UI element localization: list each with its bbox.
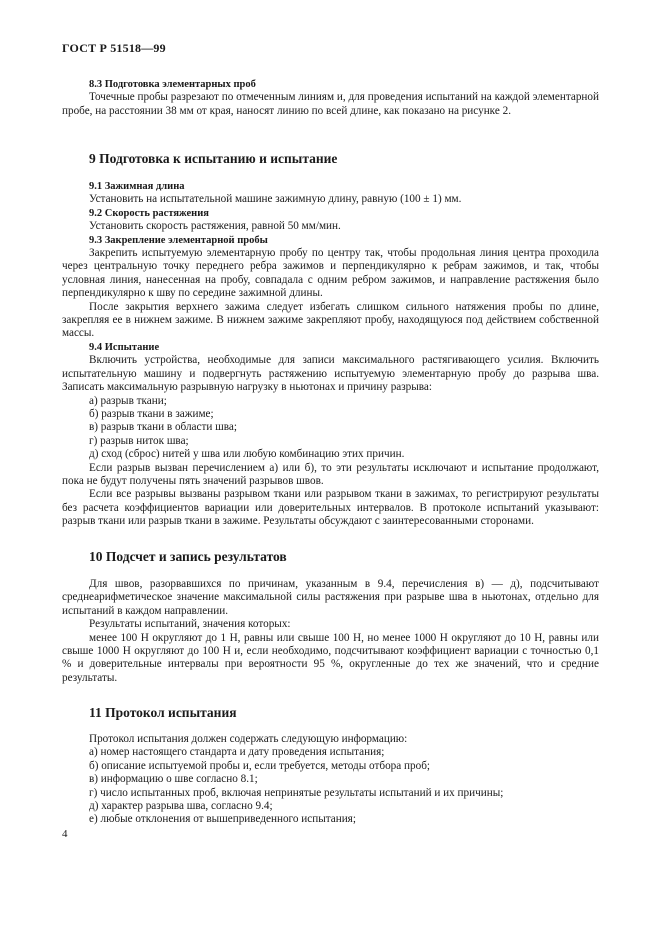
paragraph: Протокол испытания должен содержать следующую информацию:	[89, 733, 408, 745]
paragraph: Точечные пробы разрезают по отмеченным линиям и, для проведения испытаний на каждой элементарной пробе, на расстоянии 38 мм от края, наносят линию по всей длине, как показано на рисунке 2.	[62, 91, 599, 117]
list-item: б) описание испытуемой пробы и, если требуется, методы отбора проб;	[89, 759, 430, 772]
section-10-body	[62, 578, 599, 685]
list-item: г) число испытанных проб, включая непринятые результаты испытаний и их причины;	[89, 786, 504, 799]
list-item: а) разрыв ткани;	[89, 394, 167, 407]
paragraph: Включить устройства, необходимые для записи максимального растягивающего усилия. Включить испытательную машину и подвергнуть растяжению испытуемую элементарную пробу до разрыва шва. Записать максимальную разрывную нагрузку в ньютонах и причину разрыва:	[62, 354, 599, 394]
paragraph: Если разрыв вызван перечислением а) или б), то эти результаты исключают и испытание продолжают, пока не будут получены пять значений разрывов швов.	[62, 461, 599, 487]
list-item: а) номер настоящего стандарта и дату проведения испытания;	[89, 746, 385, 759]
list-item: д) сход (сброс) нитей у шва или любую комбинацию этих причин.	[89, 448, 405, 461]
subsection-title: 9.2 Скорость растяжения	[89, 207, 209, 219]
paragraph: Установить на испытательной машине зажимную длину, равную (100 ± 1) мм.	[89, 193, 462, 206]
paragraph: Для швов, разорвавшихся по причинам, указанным в 9.4, перечисления в) — д), подсчитывают среднеарифметическое значение максимальной силы растяжения при разрыве шва в ньютонах, отдельно для испытаний в каждом направлении.	[62, 578, 599, 617]
list-item: б) разрыв ткани в зажиме;	[89, 407, 214, 420]
subsection-title: 9.4 Испытание	[89, 341, 160, 353]
list-item: в) информацию о шве согласно 8.1;	[89, 773, 258, 786]
paragraph: Установить скорость растяжения, равной 50 мм/мин.	[89, 220, 341, 233]
section-title: 9 Подготовка к испытанию и испытание	[89, 151, 338, 166]
list-item: е) любые отклонения от вышеприведенного испытания;	[89, 813, 356, 826]
section-11-heading	[62, 705, 599, 721]
list-item: д) характер разрыва шва, согласно 9.4;	[89, 800, 273, 813]
document-header: ГОСТ Р 51518—99	[62, 41, 166, 55]
section-9-body	[62, 180, 599, 529]
section-title: 10 Подсчет и запись результатов	[89, 549, 287, 564]
section-10-heading	[62, 549, 599, 565]
section-title: 11 Протокол испытания	[89, 705, 237, 720]
subsection-title: 9.3 Закрепление элементарной пробы	[89, 234, 268, 246]
list-item: г) разрыв ниток шва;	[89, 434, 189, 447]
document-page	[62, 0, 599, 936]
paragraph: Закрепить испытуемую элементарную пробу по центру так, чтобы продольная линия центра проходила через центральную точку переднего ребра зажимов и перпендикулярно к ребрам зажимов, и так, чтобы условная линия, нанесенная на пробу, совпадала с одним ребром зажимов, и направление растяжения было перпендикулярно к шву по середине зажимной длины.	[62, 247, 599, 300]
paragraph: После закрытия верхнего зажима следует избегать слишком сильного натяжения пробы по длине, закрепляя ее в нижнем зажиме. В нижнем зажиме закрепляют пробу, находящуюся под действием собственной массы.	[62, 300, 599, 340]
list-item: в) разрыв ткани в области шва;	[89, 421, 237, 434]
section-11-body	[62, 733, 599, 827]
section-9-heading	[62, 151, 599, 167]
subsection-title: 8.3 Подготовка элементарных проб	[89, 79, 256, 90]
section-8-3	[62, 78, 599, 118]
subsection-title: 9.1 Зажимная длина	[89, 181, 185, 192]
paragraph: Если все разрывы вызваны разрывом ткани или разрывом ткани в зажимах, то регистрируют результаты без расчета коэффициентов вариации или доверительных интервалов. В протоколе испытаний указывают: разрыв ткани или разрыв ткани в зажиме. Результаты обсуждают с заинтересованными сторонами.	[62, 488, 599, 528]
paragraph: Результаты испытаний, значения которых:	[89, 618, 291, 631]
page-number: 4	[62, 828, 68, 840]
paragraph: менее 100 Н округляют до 1 Н, равны или свыше 100 Н, но менее 1000 Н округляют до 10 Н, равны или свыше 1000 Н округляют до 100 Н и, если необходимо, подсчитывают коэффициент вариации с точностью 0,1 % и доверительные интервалы при вероятности 95 %, округленные до тех же значений, что и средние результаты.	[62, 631, 599, 684]
